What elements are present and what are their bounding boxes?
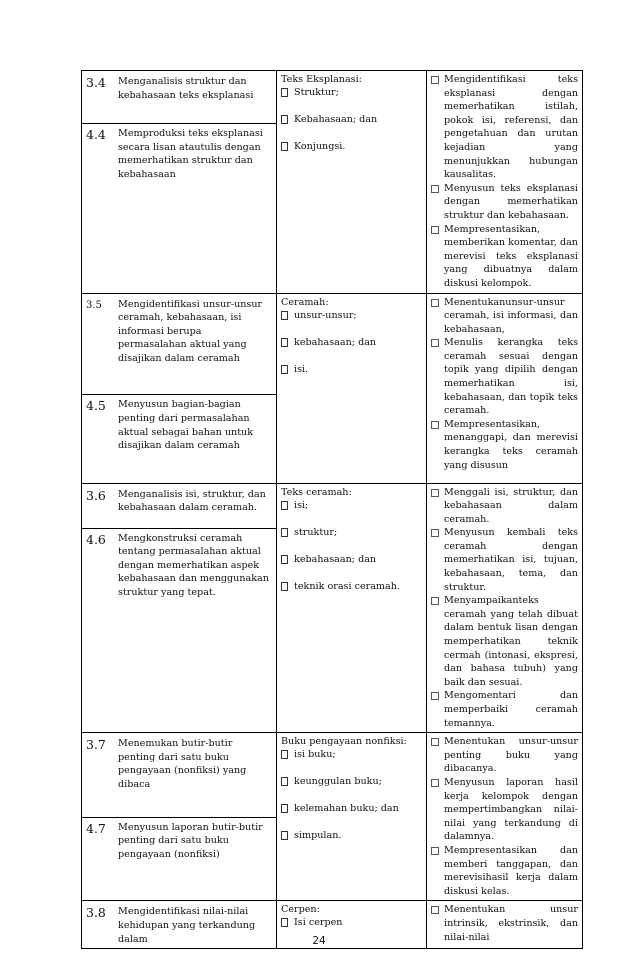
kd-description: Mengidentifikasi unsur-unsur ceramah, kebahasaan, isi informasi berupa permasalahan aktual yang disajikan dalam ceramah — [118, 298, 263, 364]
kegiatan-cell — [427, 733, 583, 901]
missing-glyph-icon — [281, 501, 288, 510]
materi-item — [281, 553, 422, 566]
table-row — [82, 293, 583, 483]
kd-item — [86, 127, 272, 181]
kegiatan-item-text: Mempresentasikan, memberikan komentar, dan merevisi teks eksplanasi yang dibuatnya dalam diskusi kelompok. — [444, 223, 578, 289]
kegiatan-item — [431, 486, 578, 527]
checkbox-bullet-icon — [431, 597, 439, 605]
kd-item — [86, 298, 272, 366]
materi-title: Ceramah: — [281, 296, 329, 308]
kegiatan-cell — [427, 71, 583, 294]
kd-cell — [82, 71, 277, 294]
kegiatan-item-text: Menyusun kembali teks ceramah dengan memerhatikan isi, tujuan, kebahasaan, tema, dan struktur. — [444, 527, 578, 593]
missing-glyph-icon — [281, 831, 288, 840]
kd-description: Menemukan butir-butir penting dari satu buku pengayaan (nonfiksi) yang dibaca — [118, 738, 247, 790]
materi-item — [281, 499, 422, 512]
materi-item-text: unsur-unsur; — [294, 309, 357, 321]
checkbox-bullet-icon — [431, 847, 439, 855]
kegiatan-item-text: Menggali isi, struktur, dan kebahasaan dalam ceramah. — [444, 486, 578, 525]
kd-description: Menyusun laporan butir-butir penting dari satu buku pengayaan (nonfiksi) — [118, 821, 263, 860]
materi-cell — [277, 483, 427, 733]
checkbox-bullet-icon — [431, 185, 439, 193]
missing-glyph-icon — [281, 365, 288, 374]
checkbox-bullet-icon — [431, 339, 439, 347]
table-row — [82, 483, 583, 733]
kegiatan-item-text: Mengomentari dan memperbaiki ceramah temannya. — [444, 690, 578, 729]
materi-item — [281, 336, 422, 349]
kegiatan-item — [431, 735, 578, 776]
table-row — [82, 71, 583, 294]
materi-cell — [277, 71, 427, 294]
kd-number: 3.6 — [86, 487, 106, 503]
checkbox-bullet-icon — [431, 692, 439, 700]
materi-item-text: simpulan. — [294, 830, 342, 842]
checkbox-bullet-icon — [431, 906, 439, 914]
materi-item — [281, 829, 422, 842]
materi-item-text: Struktur; — [294, 87, 339, 98]
materi-title: Buku pengayaan nonfiksi: — [281, 736, 407, 748]
kegiatan-item-text: Mempresentasikan dan memberi tanggapan, dan merevisihasil kerja dalam diskusi kelas. — [444, 844, 578, 897]
kd-description: Mengkonstruksi ceramah tentang permasalahan aktual dengan memerhatikan aspek kebahasaan dan menggunakan struktur yang tepat. — [118, 532, 269, 599]
materi-item — [281, 580, 422, 593]
missing-glyph-icon — [281, 804, 288, 813]
checkbox-bullet-icon — [431, 299, 439, 307]
missing-glyph-icon — [281, 115, 288, 124]
materi-item-text: Konjungsi. — [294, 141, 346, 152]
kegiatan-cell — [427, 293, 583, 483]
kd-description: Menganalisis isi, struktur, dan kebahasaan dalam ceramah. — [118, 488, 266, 514]
kd-number: 3.8 — [86, 905, 106, 921]
table-row — [82, 733, 583, 901]
materi-item — [281, 309, 422, 322]
kd-divider — [82, 528, 276, 529]
kd-cell — [82, 733, 277, 901]
kegiatan-item-text: Menentukan unsur intrinsik, ekstrinsik, dan nilai-nilai — [444, 904, 578, 943]
kegiatan-item — [431, 223, 578, 291]
missing-glyph-icon — [281, 777, 288, 786]
missing-glyph-icon — [281, 555, 288, 564]
materi-item — [281, 748, 422, 761]
missing-glyph-icon — [281, 582, 288, 591]
materi-title: Teks Eksplanasi: — [281, 74, 362, 85]
kd-number: 3.4 — [86, 75, 106, 90]
curriculum-table-body — [82, 71, 583, 949]
kegiatan-item-text: Menyusun laporan hasil kerja kelompok dengan mempertimbangkan nilai-nilai yang terkandung di dalamnya. — [444, 776, 578, 843]
checkbox-bullet-icon — [431, 779, 439, 787]
kegiatan-item — [431, 73, 578, 182]
kegiatan-item — [431, 418, 578, 472]
kd-divider — [82, 123, 276, 124]
materi-item-text: isi; — [294, 499, 309, 511]
materi-item — [281, 140, 422, 153]
materi-item-text: struktur; — [294, 526, 338, 538]
missing-glyph-icon — [281, 918, 288, 927]
missing-glyph-icon — [281, 528, 288, 537]
kegiatan-item-text: Menentukan unsur-unsur penting buku yang dibacanya. — [444, 736, 578, 775]
kegiatan-item-text: Menulis kerangka teks ceramah sesuai dengan topik yang dipilih dengan memerhatikan isi, kebahasaan, dan topik teks ceramah. — [444, 337, 578, 417]
materi-item-text: kebahasaan; dan — [294, 553, 377, 565]
missing-glyph-icon — [281, 88, 288, 97]
kegiatan-item — [431, 689, 578, 730]
kd-number: 4.5 — [86, 398, 106, 414]
kegiatan-cell — [427, 483, 583, 733]
curriculum-table — [81, 70, 583, 949]
kd-item — [86, 532, 272, 600]
materi-item — [281, 775, 422, 788]
kd-description: Mengidentifikasi nilai-nilai kehidupan yang terkandung dalam — [118, 906, 256, 945]
kd-number: 4.6 — [86, 531, 106, 547]
kd-number: 3.5 — [86, 299, 102, 311]
kegiatan-item-text: Menyusun teks eksplanasi dengan memerhatikan struktur dan kebahasaan. — [444, 182, 578, 221]
materi-item — [281, 526, 422, 539]
kd-item — [86, 821, 272, 862]
checkbox-bullet-icon — [431, 76, 439, 84]
materi-item-text: keunggulan buku; — [294, 776, 382, 788]
missing-glyph-icon — [281, 311, 288, 320]
kd-description: Menyusun bagian-bagian penting dari permasalahan aktual sebagai bahan untuk disajikan dalam ceramah — [118, 399, 254, 452]
kegiatan-item — [431, 296, 578, 337]
kd-description: Memproduksi teks eksplanasi secara lisan atautulis dengan memerhatikan struktur dan kebahasaan — [118, 128, 263, 180]
kd-description: Menganalisis struktur dan kebahasaan teks eksplanasi — [118, 76, 254, 101]
kegiatan-item — [431, 594, 578, 689]
kd-cell — [82, 293, 277, 483]
checkbox-bullet-icon — [431, 738, 439, 746]
checkbox-bullet-icon — [431, 421, 439, 429]
materi-item — [281, 916, 422, 929]
materi-item-text: kelemahan buku; dan — [294, 803, 399, 815]
kd-divider — [82, 394, 276, 395]
materi-item-text: kebahasaan; dan — [294, 336, 377, 348]
materi-item — [281, 86, 422, 99]
kegiatan-item-text: Mengidentifikasi teks eksplanasi dengan memerhatikan istilah, pokok isi, referensi, dan pengetahuan dan urutan kejadian yang menunjukkan hubungan kausalitas. — [444, 74, 578, 181]
missing-glyph-icon — [281, 338, 288, 347]
kegiatan-item — [431, 776, 578, 844]
materi-cell — [277, 733, 427, 901]
kd-number: 4.4 — [86, 127, 106, 143]
materi-item — [281, 363, 422, 376]
missing-glyph-icon — [281, 142, 288, 151]
kd-item — [86, 737, 272, 791]
materi-item-text: isi. — [294, 363, 309, 375]
checkbox-bullet-icon — [431, 489, 439, 497]
missing-glyph-icon — [281, 750, 288, 759]
kegiatan-item — [431, 526, 578, 594]
materi-item-text: Isi cerpen — [294, 917, 343, 929]
materi-item-text: isi buku; — [294, 749, 336, 761]
materi-title: Teks ceramah: — [281, 486, 352, 498]
kd-item — [86, 398, 272, 452]
kegiatan-item — [431, 844, 578, 898]
page-number: 24 — [312, 935, 326, 947]
kegiatan-item-text: Menyampaikanteks ceramah yang telah dibuat dalam bentuk lisan dengan memperhatikan teknik cermah (intonasi, ekspresi, dan bahasa tubuh) yang baik dan sesuai. — [444, 595, 578, 688]
kegiatan-item — [431, 336, 578, 418]
materi-item — [281, 113, 422, 126]
materi-title: Cerpen: — [281, 904, 320, 916]
kegiatan-item-text: Menentukanunsur-unsur ceramah, isi informasi, dan kebahasaan, — [444, 296, 578, 335]
kd-number: 3.7 — [86, 737, 106, 753]
kegiatan-item — [431, 182, 578, 223]
kd-cell — [82, 483, 277, 733]
checkbox-bullet-icon — [431, 529, 439, 537]
kd-item — [86, 75, 272, 102]
kd-divider — [82, 817, 276, 818]
materi-item-text: teknik orasi ceramah. — [294, 580, 400, 592]
checkbox-bullet-icon — [431, 226, 439, 234]
kd-number: 4.7 — [86, 820, 106, 836]
kegiatan-item-text: Mempresentasikan, menanggapi, dan merevisi kerangka teks ceramah yang disusun — [444, 418, 578, 471]
kd-item — [86, 488, 272, 515]
materi-item — [281, 802, 422, 815]
materi-item-text: Kebahasaan; dan — [294, 114, 378, 125]
materi-cell — [277, 293, 427, 483]
